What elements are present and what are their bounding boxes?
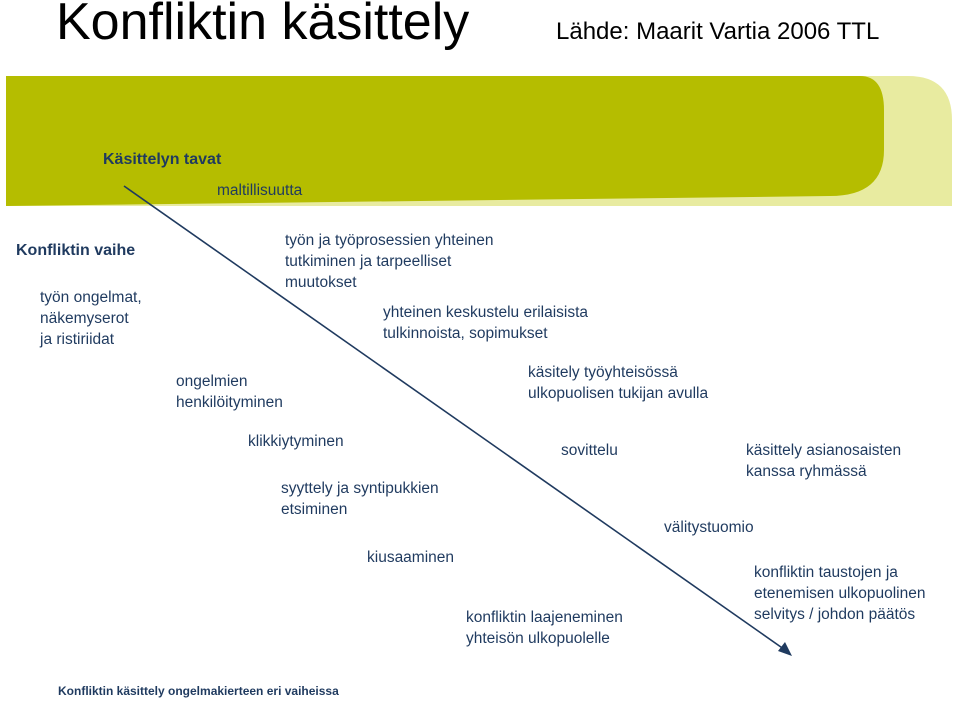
conflict-phase-2: ongelmien henkilöityminen — [176, 373, 283, 411]
escalation-arrow-head — [778, 642, 792, 656]
handling-method-3: yhteinen keskustelu erilaisista tulkinnoista, sopimukset — [383, 304, 589, 342]
handling-method-1: maltillisuutta — [217, 182, 303, 199]
conflict-phase-1: työn ongelmat, näkemyserot ja ristiriidat — [40, 289, 142, 348]
slide-title: Konfliktin käsittely — [56, 0, 470, 51]
handling-method-6: käsittely asianosaisten kanssa ryhmässä — [746, 442, 902, 480]
handling-method-2: työn ja työprosessien yhteinen tutkiminen ja tarpeelliset muutokset — [285, 232, 494, 291]
conflict-phase-5: kiusaaminen — [367, 549, 455, 566]
handling-method-4: käsitely työyhteisössä ulkopuolisen tukijan avulla — [528, 364, 709, 402]
conflict-phase-4: syyttely ja syntipukkien etsiminen — [281, 480, 439, 518]
handling-method-8: konfliktin taustojen ja etenemisen ulkopuolinen selvitys / johdon päätös — [754, 564, 926, 623]
conflict-phase-6: konfliktin laajeneminen yhteisön ulkopuolelle — [466, 609, 623, 647]
conflict-phase-header: Konfliktin vaihe — [16, 242, 136, 259]
handling-method-5: sovittelu — [561, 442, 618, 459]
diagram-caption: Konfliktin käsittely ongelmakierteen eri vaiheissa — [58, 684, 339, 698]
handling-methods-header: Käsittelyn tavat — [103, 151, 222, 168]
handling-method-7: välitystuomio — [664, 519, 754, 536]
conflict-phase-3: klikkiytyminen — [248, 433, 344, 450]
banner-green-band — [6, 76, 884, 206]
slide-source: Lähde: Maarit Vartia 2006 TTL — [556, 18, 880, 45]
